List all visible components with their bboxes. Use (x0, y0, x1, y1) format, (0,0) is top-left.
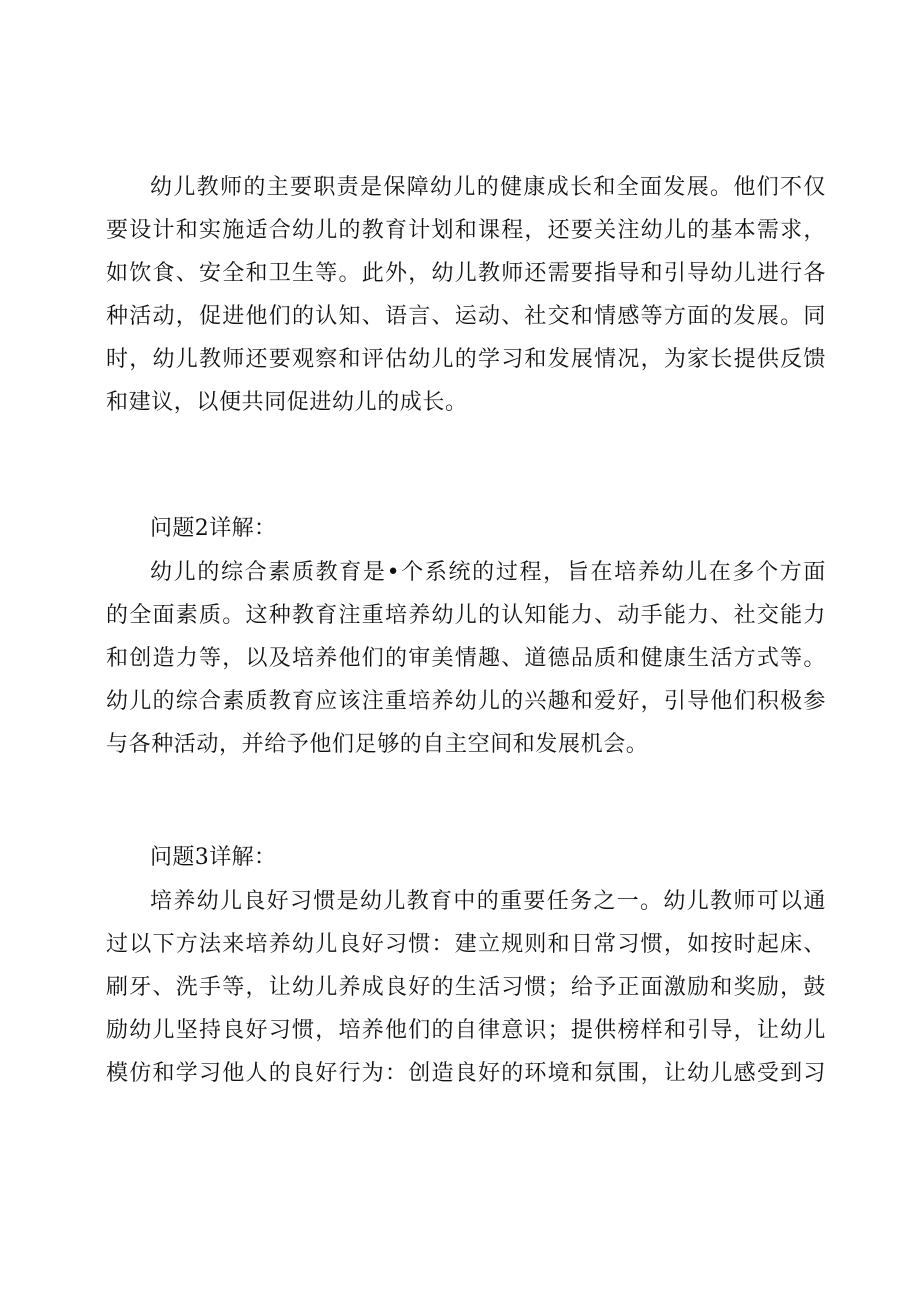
paragraph-line: 要设计和实施适合幼儿的教育计划和课程，还要关注幼儿的基本需求， (106, 218, 826, 243)
paragraph-line: 种活动，促进他们的认知、语言、运动、社交和情感等方面的发展。同 (106, 304, 826, 329)
paragraph-line: 与各种活动，并给予他们足够的自主空间和发展机会。 (106, 732, 649, 757)
paragraph-line: 和创造力等，以及培养他们的审美情趣、道德品质和健康生活方式等。 (106, 646, 826, 671)
paragraph-line: 幼儿的综合素质教育应该注重培养幼儿的兴趣和爱好，引导他们积极参 (106, 689, 826, 714)
paragraph-line: 刷牙、洗手等，让幼儿养成良好的生活习惯；给予正面激励和奖励，鼓 (106, 975, 826, 1000)
section-heading-question-2: 问题2详解： (150, 516, 277, 541)
section-heading-question-3: 问题3详解： (150, 845, 277, 870)
paragraph-line: 时，幼儿教师还要观察和评估幼儿的学习和发展情况，为家长提供反馈 (106, 347, 826, 372)
paragraph-line: 培养幼儿良好习惯是幼儿教育中的重要任务之一。幼儿教师可以通 (150, 889, 826, 914)
paragraph-line: 励幼儿坚持良好习惯，培养他们的自律意识；提供榜样和引导，让幼儿 (106, 1018, 826, 1043)
paragraph-line: 的全面素质。这种教育注重培养幼儿的认知能力、动手能力、社交能力 (106, 603, 826, 628)
paragraph-line: 模仿和学习他人的良好行为：创造良好的环境和氛围，让幼儿感受到习 (106, 1061, 826, 1086)
paragraph-line: 如饮食、安全和卫生等。此外，幼儿教师还需要指导和引导幼儿进行各 (106, 261, 826, 286)
paragraph-line: 幼儿教师的主要职责是保障幼儿的健康成长和全面发展。他们不仅 (150, 175, 826, 200)
paragraph-teacher-duties (106, 166, 826, 424)
paragraph-comprehensive-education (106, 551, 826, 766)
paragraph-line: 幼儿的综合素质教育是•个系统的过程，旨在培养幼儿在多个方面 (150, 560, 826, 585)
paragraph-good-habits (106, 880, 826, 1095)
paragraph-line: 和建议，以便共同促进幼儿的成长。 (106, 390, 468, 415)
paragraph-line: 过以下方法来培养幼儿良好习惯：建立规则和日常习惯，如按时起床、 (106, 932, 826, 957)
